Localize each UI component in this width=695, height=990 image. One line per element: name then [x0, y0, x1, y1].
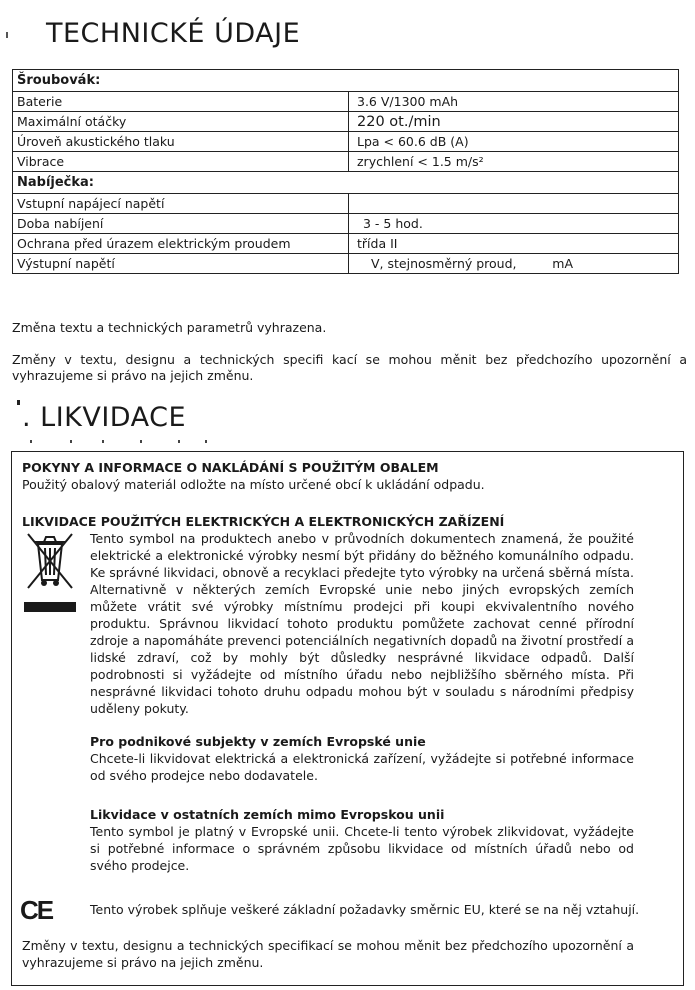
packaging-heading: POKYNY A INFORMACE O NAKLÁDÁNÍ S POUŽITÝM OBALEM	[22, 460, 439, 475]
margin-mark	[6, 32, 8, 38]
eu-text: Chcete-li likvidovat elektrická a elektronická zařízení, vyžádejte si potřebné informace od svého prodejce nebo dodavatele.	[90, 751, 634, 783]
row-value	[349, 194, 679, 214]
noneu-heading: Likvidace v ostatních zemích mimo Evropskou unii	[90, 807, 445, 822]
section-header: Nabíječka:	[13, 172, 679, 194]
table-row	[13, 112, 679, 132]
section-header: Šroubovák:	[13, 70, 679, 92]
change-disclaimer: Změny v textu, designu a technických specifi kací se mohou měnit bez předchozího upozornění a vyhrazujeme si právo na jejich změnu.	[12, 352, 687, 383]
table-row	[13, 152, 679, 172]
scan-ticks	[30, 440, 230, 444]
table-row	[13, 214, 679, 234]
table-row	[13, 132, 679, 152]
row-label: Baterie	[13, 92, 349, 112]
row-label: Vstupní napájecí napětí	[13, 194, 349, 214]
table-row	[13, 92, 679, 112]
row-label: Úroveň akustického tlaku	[13, 132, 349, 152]
row-value: 3.6 V/1300 mAh	[349, 92, 679, 112]
row-label: Výstupní napětí	[13, 254, 349, 274]
weee-text: Tento symbol na produktech anebo v průvodních dokumentech znamená, že použité elektrické a elektronické výrobky nesmí být přidány do běžného komunálního odpadu. Ke správné likvidaci, obnově a recyklaci předejte tyto výrobky na určená sběrná místa. Alternativně v některých zemích Evropské unie nebo jiných evropských zemích můžete vrátit své výrobky místnímu prodejci při koupi ekvivalentního nového produktu. Správnou likvidací tohoto produktu pomůžete zachovat cenné přírodní zdroje a napomáháte prevenci potenciálních negativních dopadů na životní prostředí a lidské zdraví, což by mohly být důsledky nesprávné likvidace odpadů. Další podrobnosti si vyžádejte od místního úřadu nebo nejbližšího sběrného místa. Při nesprávné likvidaci tohoto druhu odpadu mohou být v souladu s národními předpisy uděleny pokuty.	[90, 531, 634, 716]
row-value: Lpa < 60.6 dB (A)	[349, 132, 679, 152]
spec-table	[12, 69, 679, 274]
table-row	[13, 254, 679, 274]
crossed-bin-icon	[22, 530, 78, 590]
ce-text: Tento výrobek splňuje veškeré základní požadavky směrnic EU, které se na něj vztahují.	[90, 902, 640, 917]
row-label: Doba nabíjení	[13, 214, 349, 234]
row-value: V, stejnosměrný proud, mA	[349, 254, 679, 274]
weee-heading: LIKVIDACE POUŽITÝCH ELEKTRICKÝCH A ELEKTRONICKÝCH ZAŘÍZENÍ	[22, 514, 505, 529]
row-value: třída II	[349, 234, 679, 254]
row-label: Maximální otáčky	[13, 112, 349, 132]
table-row	[13, 194, 679, 214]
separate-collection-bar	[24, 602, 76, 612]
row-label: Vibrace	[13, 152, 349, 172]
packaging-text: Použitý obalový materiál odložte na místo určené obcí k ukládání odpadu.	[22, 477, 485, 492]
noneu-text: Tento symbol je platný v Evropské unii. Chcete-li tento výrobek zlikvidovat, vyžádejte si potřebné informace o správném způsobu likvidace od místních úřadů nebo od svého prodejce.	[90, 824, 634, 873]
row-value: 3 - 5 hod.	[349, 214, 679, 234]
change-note: Změna textu a technických parametrů vyhrazena.	[12, 320, 327, 335]
eu-heading: Pro podnikové subjekty v zemích Evropské unie	[90, 734, 426, 749]
disposal-title: . LIKVIDACE	[22, 402, 187, 433]
margin-mark	[16, 400, 21, 422]
tech-title: TECHNICKÉ ÚDAJE	[46, 18, 301, 49]
row-value: 220 ot./min	[349, 112, 679, 132]
row-label: Ochrana před úrazem elektrickým proudem	[13, 234, 349, 254]
table-row	[13, 234, 679, 254]
ce-mark-icon: CE	[20, 895, 53, 925]
footer-disclaimer: Změny v textu, designu a technických specifikací se mohou měnit bez předchozího upozornění a vyhrazujeme si právo na jejich změnu.	[22, 938, 634, 970]
row-value: zrychlení < 1.5 m/s²	[349, 152, 679, 172]
